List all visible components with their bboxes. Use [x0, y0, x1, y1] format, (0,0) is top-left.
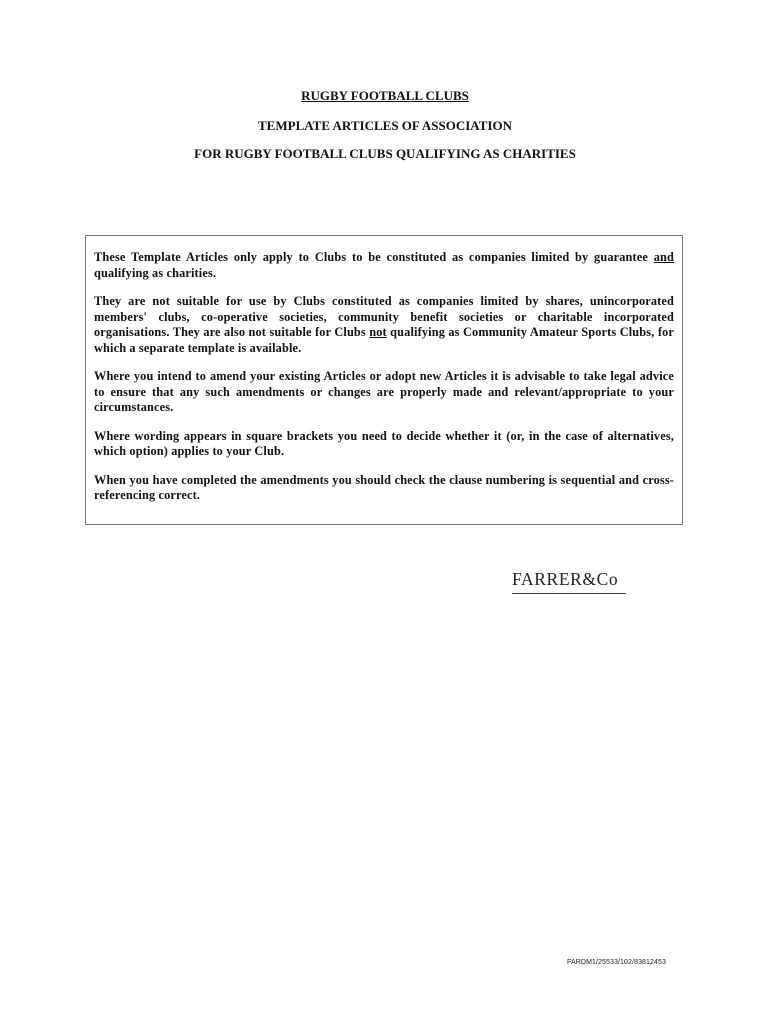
logo-underline — [512, 593, 626, 594]
notice-paragraph-legal-advice: Where you intend to amend your existing Articles or adopt new Articles it is advisable to take legal advice to ensure that any such amendments or changes are properly made and relevant/appropriate to your circumstances. — [94, 369, 674, 414]
notice-text: These Template Articles only apply to Clubs to be constituted as companies limited by guarantee — [94, 250, 654, 264]
notice-text: qualifying as charities. — [94, 265, 217, 280]
notice-paragraph-square-brackets: Where wording appears in square brackets you need to decide whether it (or, in the case of alternatives, which option) applies to your Club. — [94, 428, 674, 458]
notice-emphasis: not — [369, 325, 387, 339]
farrer-co-logo — [512, 568, 626, 594]
document-subtitle-secondary: FOR RUGBY FOOTBALL CLUBS QUALIFYING AS CHARITIES — [194, 146, 576, 161]
notice-emphasis: and — [653, 250, 674, 264]
document-reference: FARDM1/25533/102/83812453 — [567, 959, 667, 966]
notice-text: qualifying as Community Amateur Sports Clubs, for which a separate template is available. — [94, 325, 674, 355]
notice-paragraph-numbering: When you have completed the amendments you should check the clause numbering is sequential and cross-referencing correct. — [94, 472, 674, 502]
notice-text: They are not suitable for use by Clubs constituted as companies limited by shares, unincorporated members' clubs, co-operative societies, community benefit societies or charitable incorporated organisations. They are also not suitable for Clubs — [94, 294, 674, 339]
notice-paragraph-unsuitable — [94, 294, 674, 356]
notice-paragraph-scope — [94, 250, 674, 281]
logo-wordmark: FARRER&Co — [512, 569, 619, 589]
document-subtitle: TEMPLATE ARTICLES OF ASSOCIATION — [258, 118, 512, 133]
document-title: RUGBY FOOTBALL CLUBS — [301, 88, 469, 103]
notice-box — [85, 235, 683, 525]
